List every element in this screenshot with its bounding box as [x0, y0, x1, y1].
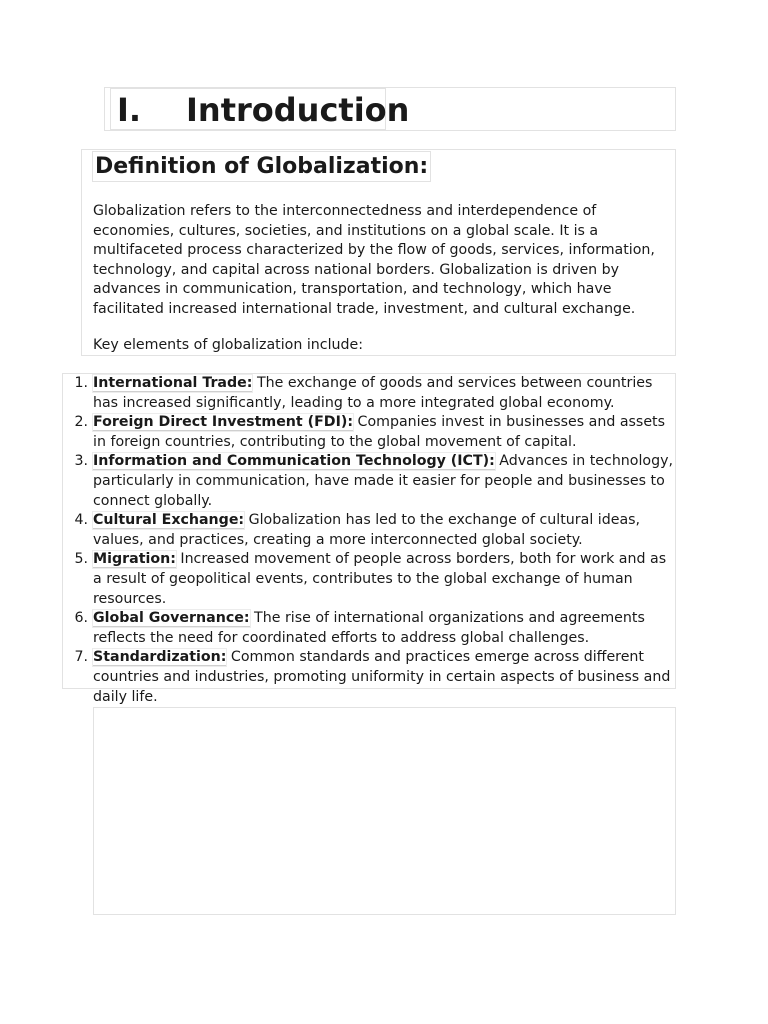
list-marker: 5. — [74, 551, 88, 568]
list-term: International Trade: — [93, 375, 253, 391]
list-marker: 3. — [74, 453, 88, 470]
list-term: Foreign Direct Investment (FDI): — [93, 414, 354, 431]
list-text: Companies invest in businesses and assets in foreign countries, contributing to the global movement of capital. — [93, 414, 666, 450]
list-item — [74, 550, 675, 609]
section-heading — [110, 88, 410, 130]
list-item — [74, 452, 675, 511]
list-item — [74, 609, 675, 648]
list-item — [74, 511, 675, 550]
list-text: The rise of international organizations and agreements reflects the need for coordinated efforts to address global challenges. — [93, 610, 645, 646]
section-title: Introduction — [186, 91, 410, 129]
list-text: Advances in technology, particularly in communication, have made it easier for people and businesses to connect globally. — [93, 453, 674, 509]
list-text: The exchange of goods and services between countries has increased significantly, leading to a more integrated global economy. — [93, 375, 653, 411]
list-term: Standardization: — [93, 649, 227, 666]
list-marker: 7. — [74, 649, 88, 666]
list-item — [74, 374, 675, 413]
definition-paragraph: Globalization refers to the interconnectedness and interdependence of economies, cultures, societies, and institutions on a global scale. It is a multifaceted process characterized by the flow of goods, services, information, technology, and capital across national borders. Globalization is driven by advances in communication, transportation, and technology, which have facilitated increased international trade, investment, and cultural exchange. — [93, 203, 655, 317]
key-elements-intro: Key elements of globalization include: — [93, 337, 364, 353]
key-elements-list — [74, 374, 675, 707]
definition-title: Definition of Globalization: — [92, 151, 431, 182]
list-term: Global Governance: — [93, 610, 250, 627]
list-text: Increased movement of people across borders, both for work and as a result of geopolitical events, contributes to the global exchange of human resources. — [93, 551, 667, 607]
list-marker: 1. — [74, 375, 88, 391]
list-item — [74, 648, 675, 707]
list-term: Information and Communication Technology (ICT): — [93, 453, 495, 470]
list-term: Migration: — [93, 551, 176, 568]
list-marker: 6. — [74, 610, 88, 627]
list-marker: 2. — [74, 414, 88, 431]
list-marker: 4. — [74, 512, 88, 529]
list-term: Cultural Exchange: — [93, 512, 245, 529]
list-text: Globalization has led to the exchange of cultural ideas, values, and practices, creating a more interconnected global society. — [93, 512, 641, 548]
list-item — [74, 413, 675, 452]
list-text: Common standards and practices emerge across different countries and industries, promoting uniformity in certain aspects of business and daily life. — [93, 649, 671, 705]
empty-content-frame — [93, 707, 676, 915]
section-number: I. — [117, 91, 142, 129]
